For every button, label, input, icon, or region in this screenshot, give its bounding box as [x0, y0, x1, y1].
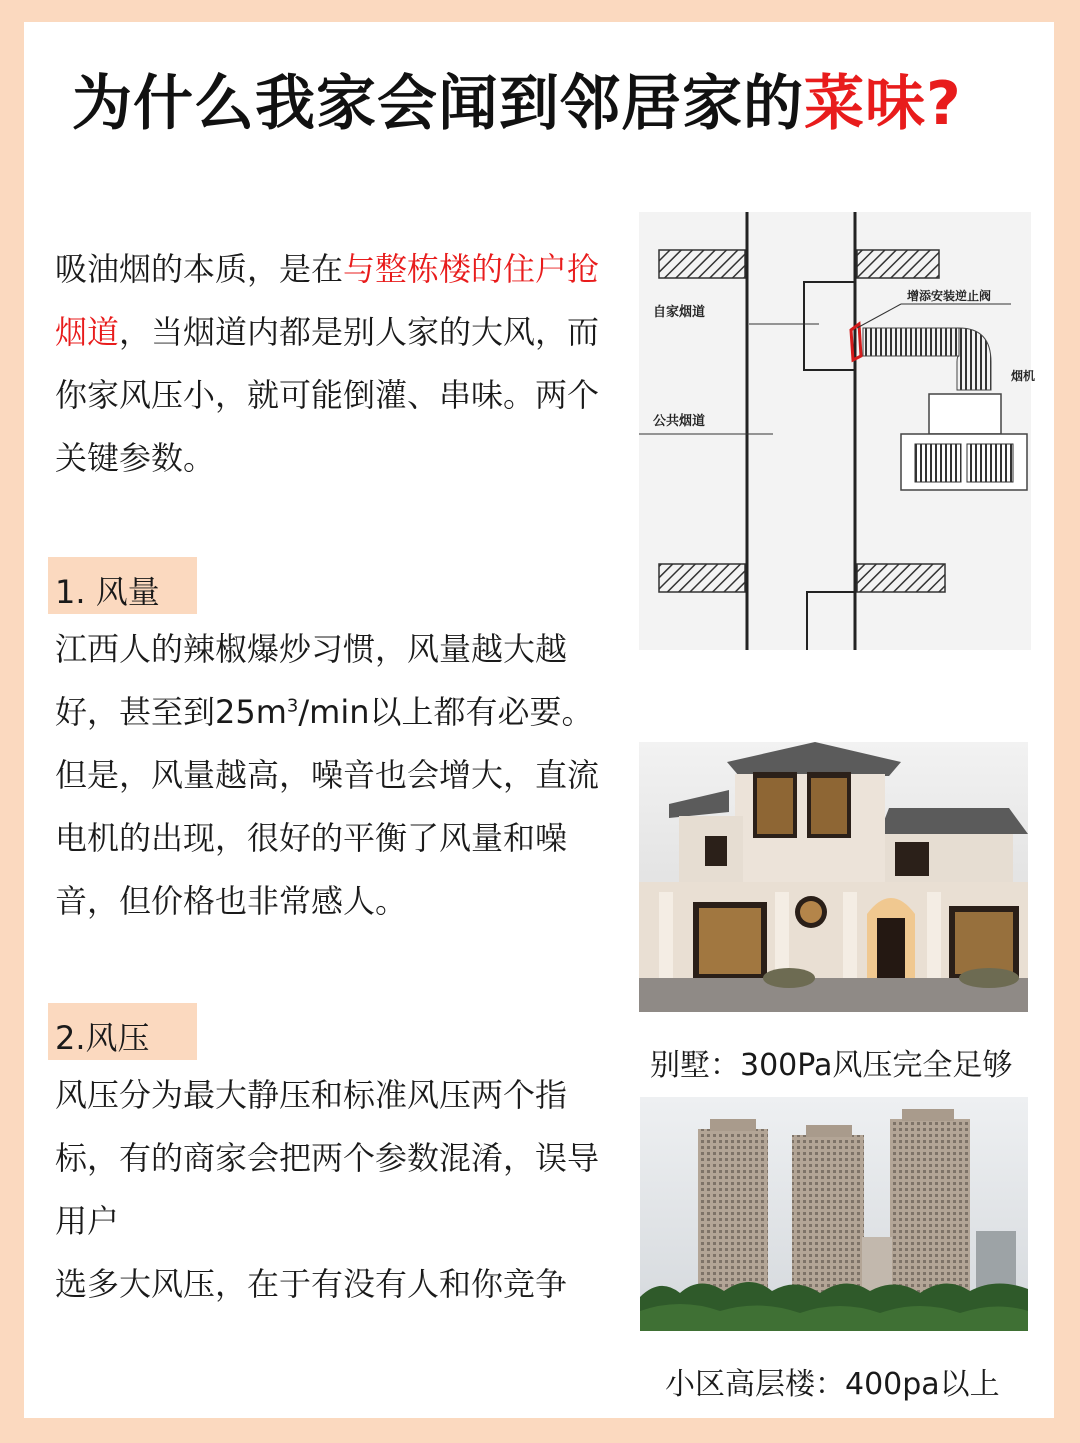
section2-text-1: 风压分为最大静压和标准风压两个指标，有的商家会把两个参数混淆，误导用户	[55, 1076, 600, 1240]
section2-paragraph	[55, 1064, 625, 1316]
intro-paragraph	[55, 238, 625, 490]
section1-text-after: /min以上都有必要。但是，风量越高，噪音也会增大，直流电机的出现，很好的平衡了风量和噪音，但价格也非常感人。	[55, 693, 600, 920]
villa-photo	[639, 742, 1028, 1012]
page-title	[72, 56, 962, 142]
intro-highlight: 与整栋楼的住户抢烟道	[55, 250, 600, 351]
section2-heading: 2.风压	[55, 1019, 150, 1057]
section2-heading-tag	[48, 1003, 197, 1060]
label-range-hood-cut: 烟机	[1011, 369, 1036, 383]
highrise-photo	[640, 1097, 1028, 1331]
section1-heading: 1. 风量	[55, 573, 160, 611]
label-public-flue: 公共烟道	[653, 414, 706, 429]
villa-caption: 别墅：300Pa风压完全足够	[650, 1048, 1013, 1083]
title-main: 为什么我家会闻到邻居家的	[72, 69, 804, 139]
section2-text-2: 选多大风压，在于有没有人和你竞争	[55, 1265, 568, 1303]
title-highlight: 菜味?	[804, 69, 962, 139]
highrise-caption: 小区高层楼：400pa以上	[665, 1367, 1000, 1402]
label-check-valve: 增添安装逆止阀	[907, 289, 992, 303]
intro-text-1: 吸油烟的本质，是在	[55, 250, 344, 288]
section1-paragraph	[55, 618, 625, 933]
intro-text-2: ，当烟道内都是别人家的大风，而你家风压小，就可能倒灌、串味。两个关键参数。	[55, 313, 600, 477]
flue-diagram	[639, 212, 1036, 650]
section1-text-before: 江西人的辣椒爆炒习惯，风量越大越好，甚至到25m	[55, 630, 568, 731]
section1-superscript: 3	[286, 695, 299, 717]
section1-heading-tag	[48, 557, 197, 614]
label-own-flue: 自家烟道	[653, 305, 706, 320]
